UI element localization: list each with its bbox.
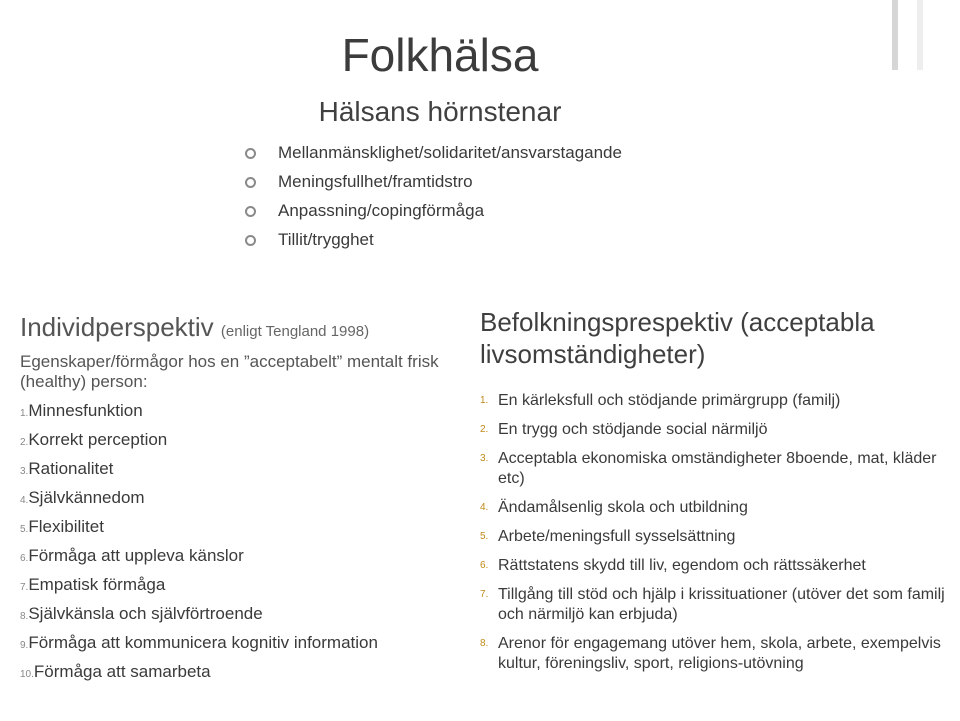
- item-text: Förmåga att uppleva känslor: [28, 546, 244, 565]
- list-item: [20, 430, 450, 459]
- list-item: [480, 634, 950, 674]
- item-text: Acceptabla ekonomiska omständigheter 8boende, mat, kläder etc): [498, 450, 937, 487]
- decorative-bar-right: [917, 0, 923, 70]
- item-number: 5.: [480, 531, 489, 542]
- population-perspective-section: [480, 306, 950, 683]
- list-item: [20, 633, 450, 662]
- list-item: [245, 225, 622, 254]
- item-text: Självkänsla och självförtroende: [28, 604, 263, 623]
- page-subtitle: Hälsans hörnstenar: [318, 96, 562, 127]
- list-item: [20, 546, 450, 575]
- item-number: 9.: [20, 640, 29, 651]
- list-item: [480, 391, 950, 411]
- list-item: [480, 556, 950, 576]
- item-text: Arbete/meningsfull sysselsättning: [498, 528, 736, 545]
- item-number: 2.: [20, 437, 29, 448]
- item-number: 4.: [480, 502, 489, 513]
- item-number: 8.: [20, 611, 29, 622]
- item-text: Självkännedom: [28, 488, 145, 507]
- item-text: Förmåga att samarbeta: [33, 662, 211, 681]
- list-item: [20, 575, 450, 604]
- item-number: 10.: [20, 669, 34, 680]
- cornerstone-text: Mellanmänsklighet/solidaritet/ansvarstagande: [278, 142, 622, 162]
- item-text: Förmåga att kommunicera kognitiv information: [28, 633, 378, 652]
- item-text: Ändamålsenlig skola och utbildning: [498, 499, 748, 516]
- item-number: 3.: [480, 453, 489, 464]
- list-item: [245, 138, 622, 167]
- list-item: [245, 167, 622, 196]
- cornerstone-text: Tillit/trygghet: [278, 229, 374, 249]
- ring-bullet-icon: [245, 235, 256, 246]
- item-text: Rättstatens skydd till liv, egendom och rättssäkerhet: [498, 557, 866, 574]
- item-number: 2.: [480, 424, 489, 435]
- item-number: 3.: [20, 466, 29, 477]
- item-text: Korrekt perception: [28, 430, 168, 449]
- list-item: [20, 662, 450, 691]
- individual-perspective-section: [20, 312, 450, 691]
- list-item: [480, 585, 950, 625]
- item-number: 6.: [480, 560, 489, 571]
- item-number: 1.: [20, 408, 29, 419]
- item-text: Empatisk förmåga: [28, 575, 166, 594]
- item-text: En kärleksfull och stödjande primärgrupp (familj): [498, 392, 841, 409]
- cornerstone-text: Meningsfullhet/framtidstro: [278, 171, 473, 191]
- list-item: [480, 527, 950, 547]
- list-item: [20, 488, 450, 517]
- decorative-bar-left: [892, 0, 898, 70]
- list-item: [20, 517, 450, 546]
- section-intro: Egenskaper/förmågor hos en ”acceptabelt” mentalt frisk (healthy) person:: [20, 352, 439, 391]
- ring-bullet-icon: [245, 177, 256, 188]
- item-text: Minnesfunktion: [28, 401, 143, 420]
- item-text: En trygg och stödjande social närmiljö: [498, 421, 768, 438]
- item-number: 8.: [480, 638, 489, 649]
- list-item: [245, 196, 622, 225]
- item-text: Arenor för engagemang utöver hem, skola, arbete, exempelvis kultur, föreningsliv, sport, religions-utövning: [498, 635, 941, 672]
- cornerstone-text: Anpassning/copingförmåga: [278, 200, 485, 220]
- list-item: [20, 401, 450, 430]
- ring-bullet-icon: [245, 206, 256, 217]
- item-text: Rationalitet: [28, 459, 114, 478]
- cornerstones-list: [245, 138, 622, 254]
- list-item: [20, 604, 450, 633]
- list-item: [480, 449, 950, 489]
- section-heading: Befolkningsprespektiv (acceptabla livsomständigheter): [480, 307, 875, 369]
- heading-text: Individperspektiv: [20, 312, 214, 342]
- item-number: 5.: [20, 524, 29, 535]
- ring-bullet-icon: [245, 148, 256, 159]
- heading-note: (enligt Tengland 1998): [220, 323, 370, 340]
- list-item: [20, 459, 450, 488]
- item-number: 1.: [480, 395, 489, 406]
- item-number: 4.: [20, 495, 29, 506]
- section-heading: [20, 312, 450, 343]
- item-number: 7.: [20, 582, 29, 593]
- living-conditions-list: [480, 391, 950, 674]
- list-item: [480, 420, 950, 440]
- page-title: Folkhälsa: [341, 29, 539, 81]
- item-text: Tillgång till stöd och hjälp i krissituationer (utöver det som familj och närmiljö kan erbjuda): [498, 586, 945, 623]
- item-text: Flexibilitet: [28, 517, 104, 536]
- item-number: 7.: [480, 589, 489, 600]
- item-number: 6.: [20, 553, 29, 564]
- list-item: [480, 498, 950, 518]
- abilities-list: [20, 401, 450, 691]
